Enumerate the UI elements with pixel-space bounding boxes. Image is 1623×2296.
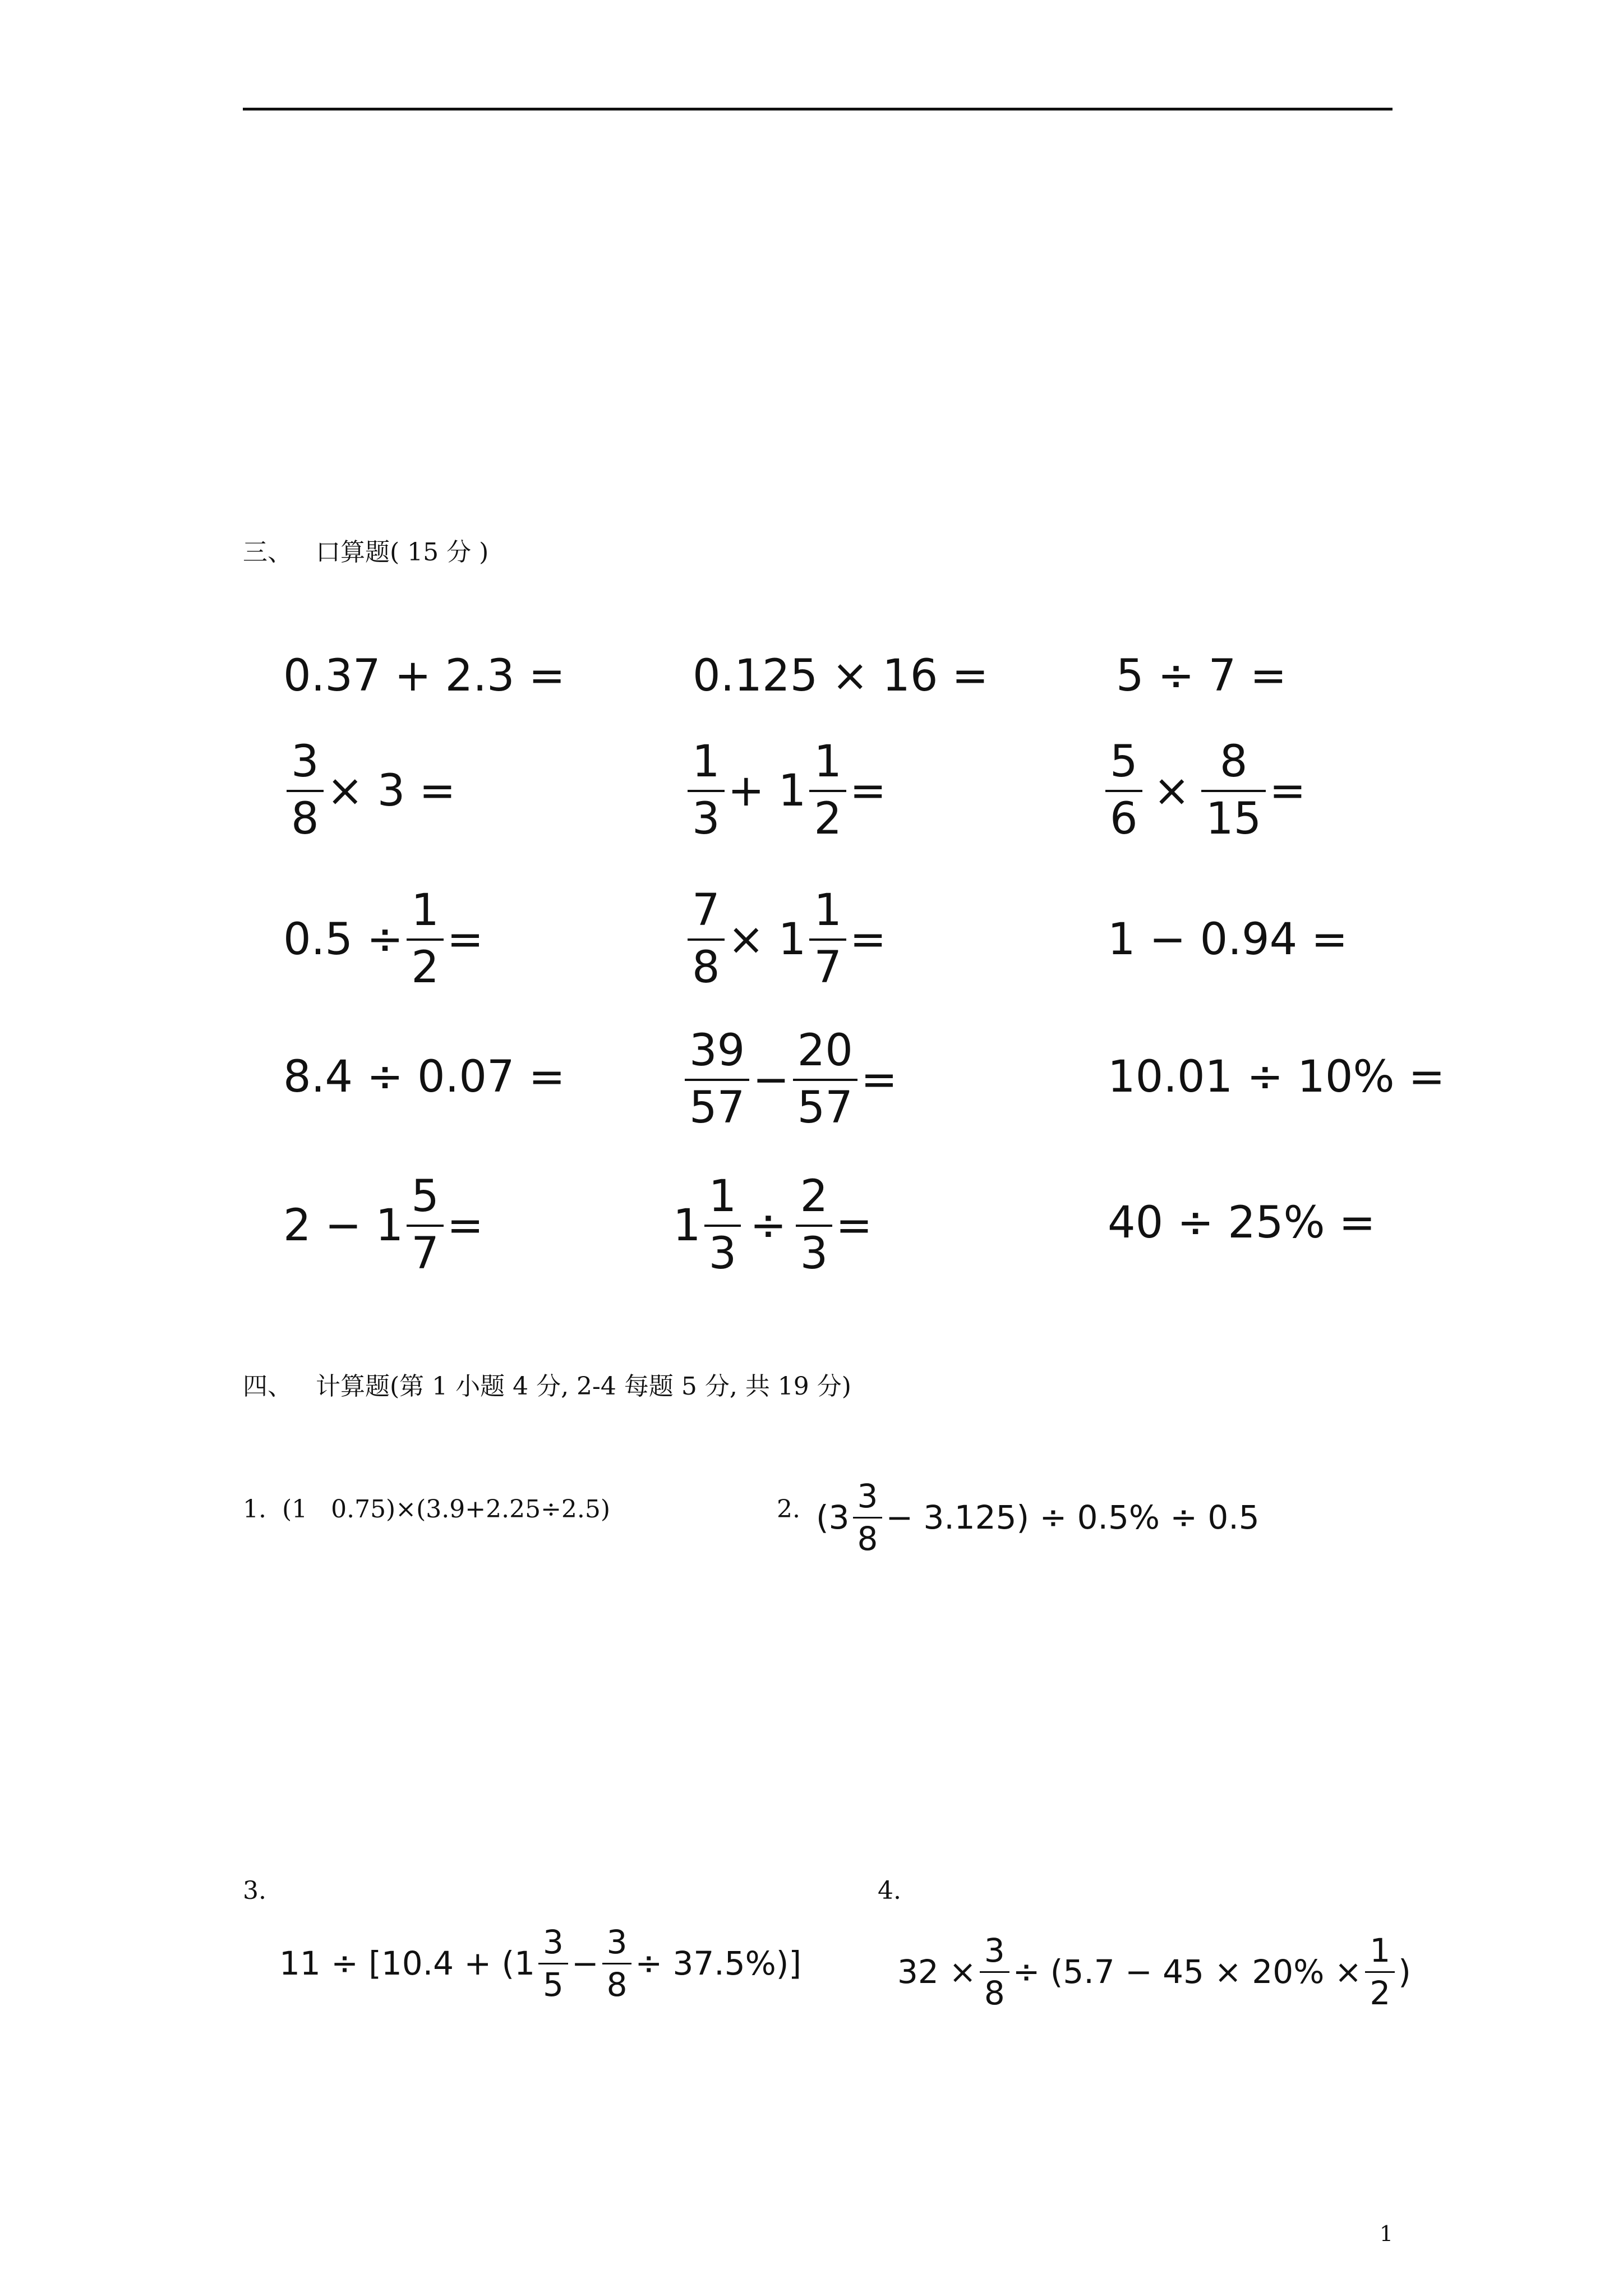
fraction: $\frac{3}{8}$: [980, 1934, 1009, 2010]
fraction: $\frac{1}{7}$: [809, 888, 846, 991]
fraction: $\frac{8}{15}$: [1201, 739, 1266, 843]
oral-r5c3: 40 ÷ 25% =: [1108, 1198, 1376, 1248]
problem-4-label: 4.: [878, 1876, 901, 1905]
oral-r2c2: $\frac{1}{3}$ + 1 $\frac{1}{2}$ =: [684, 724, 886, 858]
fraction: $\frac{1}{3}$: [704, 1174, 741, 1277]
problem-1: [243, 1495, 610, 1524]
fraction: $\frac{20}{57}$: [793, 1028, 857, 1131]
section-title: 计算题(第 1 小题 4 分, 2-4 每题 5 分, 共 19 分): [315, 1372, 851, 1401]
problem-expression: (1 0.75)×(3.9+2.25÷2.5): [282, 1495, 611, 1524]
oral-r3c2: $\frac{7}{8}$ × 1 $\frac{1}{7}$ =: [684, 872, 886, 1007]
fraction: $\frac{1}{3}$: [688, 739, 725, 843]
fraction: $\frac{1}{2}$: [407, 888, 444, 991]
fraction: $\frac{3}{8}$: [602, 1925, 632, 2002]
problem-2: (3 $\frac{3}{8}$ − 3.125) ÷ 0.5% ÷ 0.5: [816, 1476, 1260, 1558]
fraction: $\frac{3}{5}$: [538, 1925, 568, 2002]
oral-r4c3: 10.01 ÷ 10% =: [1108, 1052, 1445, 1102]
oral-r1c3: 5 ÷ 7 =: [1116, 651, 1287, 701]
fraction: $\frac{1}{2}$: [809, 739, 846, 843]
oral-r5c2: 1 $\frac{1}{3}$ ÷ $\frac{2}{3}$ =: [673, 1171, 873, 1279]
section-number: 四、: [243, 1372, 292, 1401]
fraction: $\frac{3}{8}$: [853, 1479, 883, 1556]
problem-3: 11 ÷ [10.4 + (1 $\frac{3}{5}$ − $\frac{3}{8}$ ÷ 37.5%)]: [279, 1922, 802, 2004]
fraction: $\frac{7}{8}$: [688, 888, 725, 991]
oral-r4c2: $\frac{39}{57}$ − $\frac{20}{57}$ =: [681, 1013, 897, 1147]
oral-r2c1: $\frac{3}{8}$ × 3 =: [283, 724, 456, 858]
problem-3-label: 3.: [243, 1876, 266, 1905]
fraction: $\frac{3}{8}$: [287, 739, 324, 843]
fraction: $\frac{1}{2}$: [1365, 1934, 1395, 2010]
problem-4: 32 × $\frac{3}{8}$ ÷ (5.7 − 45 × 20% × $\frac{1}{2}$ ): [897, 1931, 1411, 2012]
section-heading-calc: [243, 1366, 851, 1402]
oral-r3c1: 0.5 ÷ $\frac{1}{2}$ =: [283, 885, 484, 993]
section-title: 口算题( 15 分 ): [315, 538, 489, 567]
page-number: 1: [1379, 2221, 1393, 2246]
oral-r2c3: $\frac{5}{6}$ × $\frac{8}{15}$ =: [1102, 724, 1306, 858]
oral-r5c1: 2 − 1 $\frac{5}{7}$ =: [283, 1171, 484, 1279]
fraction: $\frac{5}{6}$: [1105, 739, 1142, 843]
fraction: $\frac{39}{57}$: [685, 1028, 749, 1131]
header-rule: [243, 108, 1393, 111]
fraction: $\frac{2}{3}$: [796, 1174, 833, 1277]
section-number: 三、: [243, 538, 292, 567]
problem-2-label: 2.: [777, 1495, 800, 1524]
oral-r1c2: 0.125 × 16 =: [693, 651, 989, 701]
fraction: $\frac{5}{7}$: [407, 1174, 444, 1277]
oral-r3c3: 1 − 0.94 =: [1108, 914, 1348, 965]
section-heading-oral: [243, 532, 488, 568]
problem-label: 1.: [243, 1495, 266, 1524]
oral-r4c1: 8.4 ÷ 0.07 =: [283, 1052, 565, 1102]
oral-r1c1: 0.37 + 2.3 =: [283, 651, 565, 701]
